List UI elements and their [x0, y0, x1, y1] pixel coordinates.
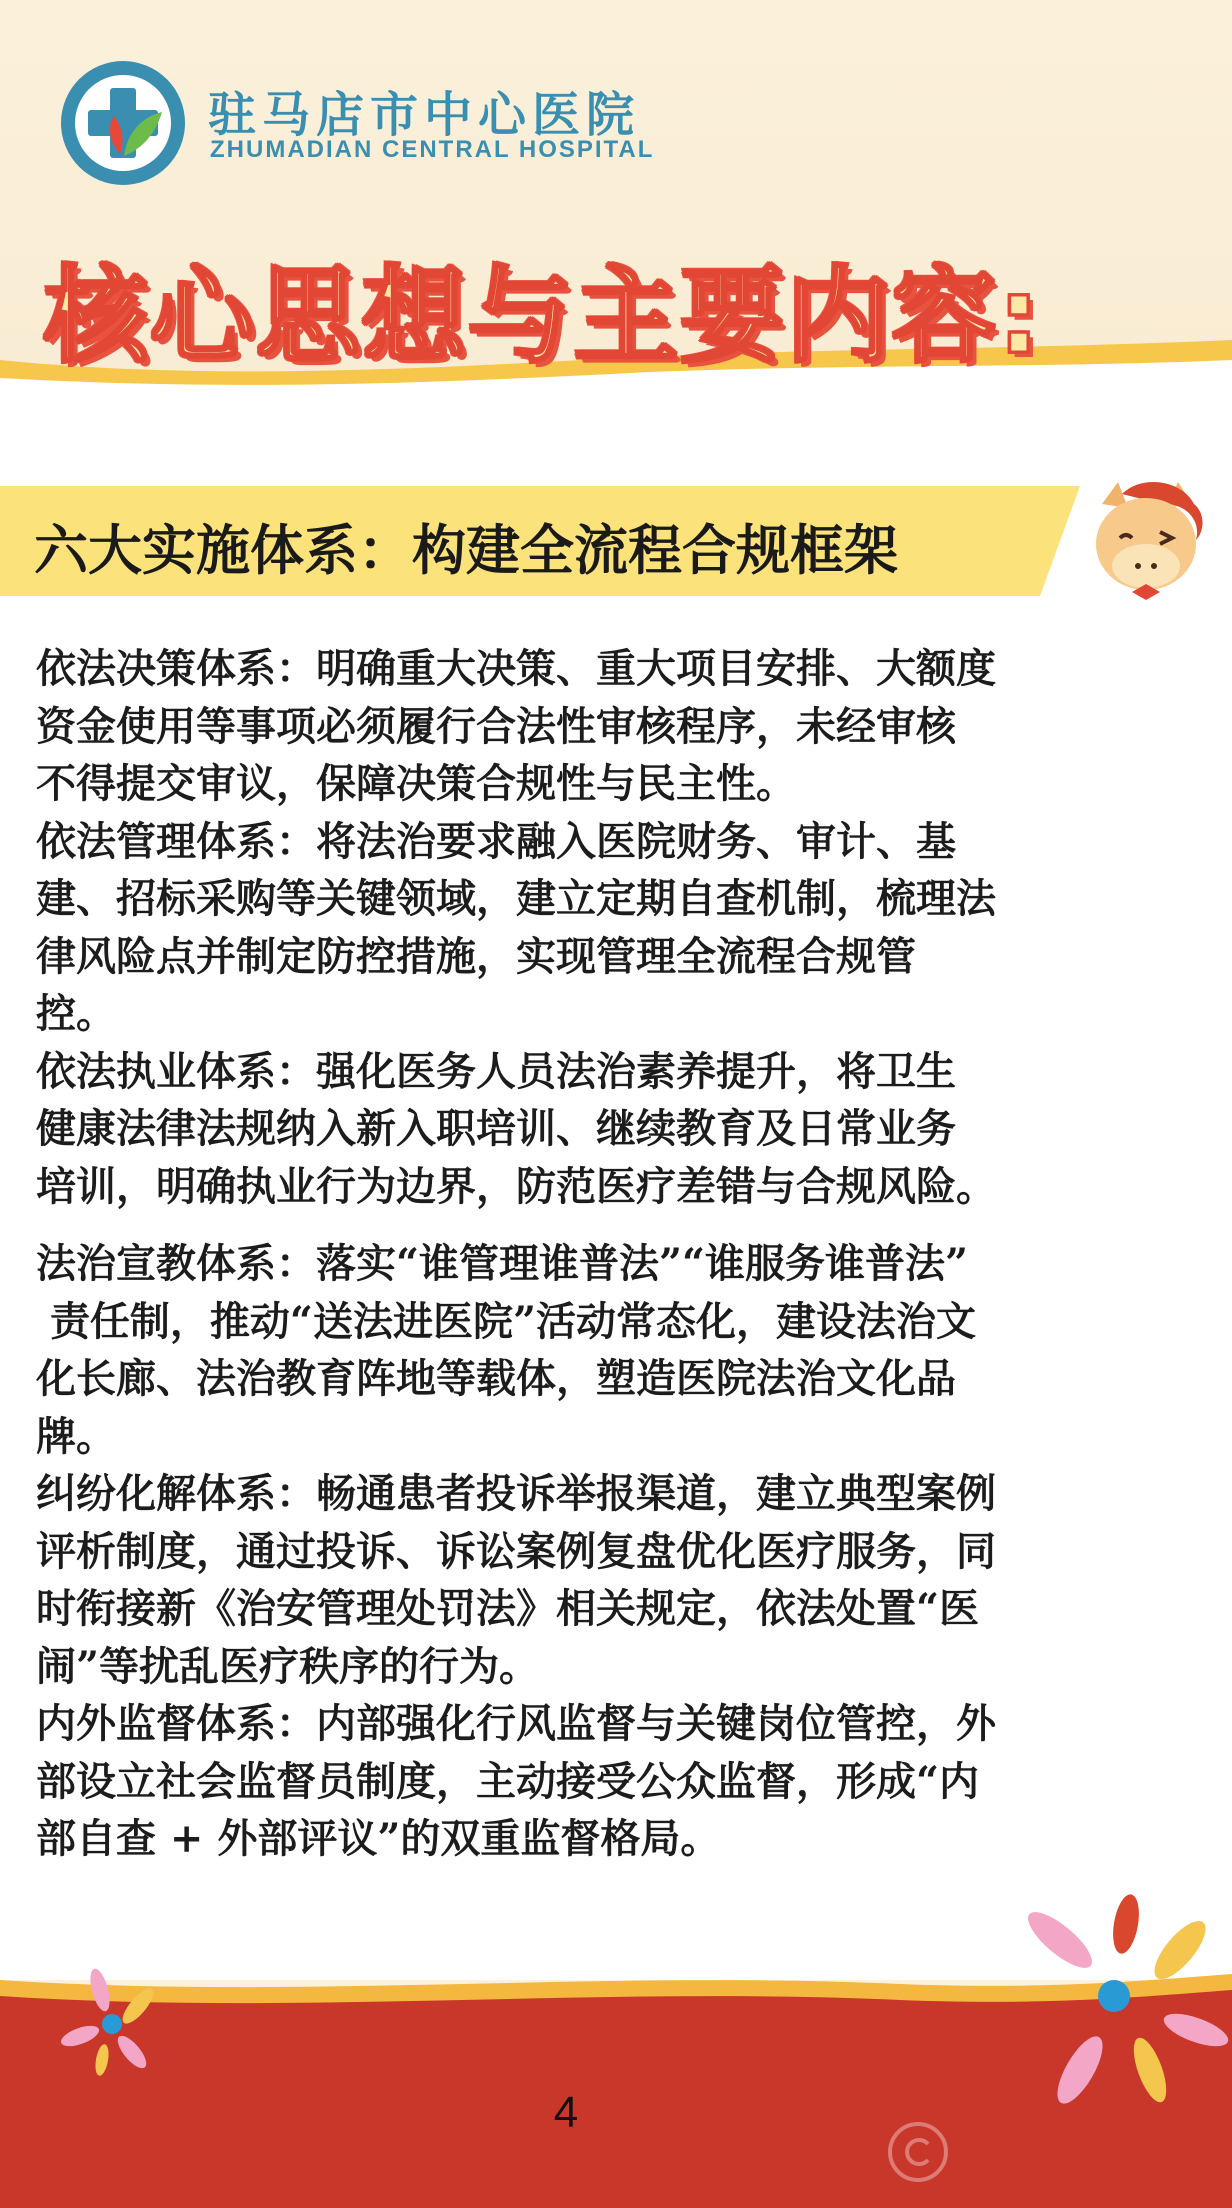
text-line: 闹”等扰乱医疗秩序的行为。	[36, 1642, 540, 1690]
hospital-name-cn: 驻马店市中心医院	[208, 87, 641, 143]
text-line: 健康法律法规纳入新入职培训、继续教育及日常业务	[36, 1105, 956, 1152]
paragraph-practice-system	[36, 1043, 1206, 1216]
text-line: 部设立社会监督员制度，主动接受公众监督，形成“内	[36, 1757, 980, 1805]
text-line: 牌。	[36, 1412, 116, 1460]
text-line: 依法决策体系：明确重大决策、重大项目安排、大额度	[36, 645, 996, 692]
hospital-logo-icon	[58, 58, 188, 188]
paragraph-dispute-system	[36, 1465, 1206, 1695]
text-line: 不得提交审议，保障决策合规性与民主性。	[36, 760, 796, 807]
text-line: 时衔接新《治安管理处罚法》相关规定，依法处置“医	[36, 1585, 980, 1632]
text-line: 责任制，推动“送法进医院”活动常态化，建设法治文	[36, 1297, 976, 1345]
horse-mascot-icon	[1082, 474, 1212, 604]
body-text	[36, 640, 1206, 1868]
copyright-watermark-icon	[886, 2120, 950, 2184]
text-line: 培训，明确执业行为边界，防范医疗差错与合规风险。	[36, 1162, 996, 1210]
text-line: 法治宣教体系：落实“谁管理谁普法”“谁服务谁普法”	[36, 1240, 969, 1287]
text-line: 控。	[36, 990, 116, 1037]
text-line: 资金使用等事项必须履行合法性审核程序，未经审核	[36, 702, 956, 750]
paragraph-education-system	[36, 1235, 1206, 1465]
text-line: 纠纷化解体系：畅通患者投诉举报渠道，建立典型案例	[36, 1470, 996, 1517]
splash-decoration-right	[1000, 1880, 1232, 2112]
paragraph-management-system	[36, 813, 1206, 1043]
text-line: 部自查 + 外部评议”的双重监督格局。	[36, 1815, 721, 1862]
paragraph-decision-system	[36, 640, 1206, 813]
page-title: 核心思想与主要内容:	[44, 255, 1042, 377]
splash-decoration-left	[50, 1960, 180, 2090]
text-line: 律风险点并制定防控措施，实现管理全流程合规管	[36, 932, 916, 980]
text-line: 化长廊、法治教育阵地等载体，塑造医院法治文化品	[36, 1355, 956, 1402]
text-line: 评析制度，通过投诉、诉讼案例复盘优化医疗服务，同	[36, 1527, 996, 1575]
hospital-name-en: ZHUMADIAN CENTRAL HOSPITAL	[210, 136, 655, 163]
text-line: 依法管理体系：将法治要求融入医院财务、审计、基	[36, 817, 956, 865]
section-heading: 六大实施体系：构建全流程合规框架	[34, 519, 898, 582]
text-line: 内外监督体系：内部强化行风监督与关键岗位管控，外	[36, 1700, 996, 1747]
text-line: 依法执业体系：强化医务人员法治素养提升，将卫生	[36, 1047, 956, 1095]
paragraph-supervision-system	[36, 1695, 1206, 1868]
text-line: 建、招标采购等关键领域，建立定期自查机制，梳理法	[36, 875, 996, 922]
page-number: 4	[553, 2088, 579, 2137]
